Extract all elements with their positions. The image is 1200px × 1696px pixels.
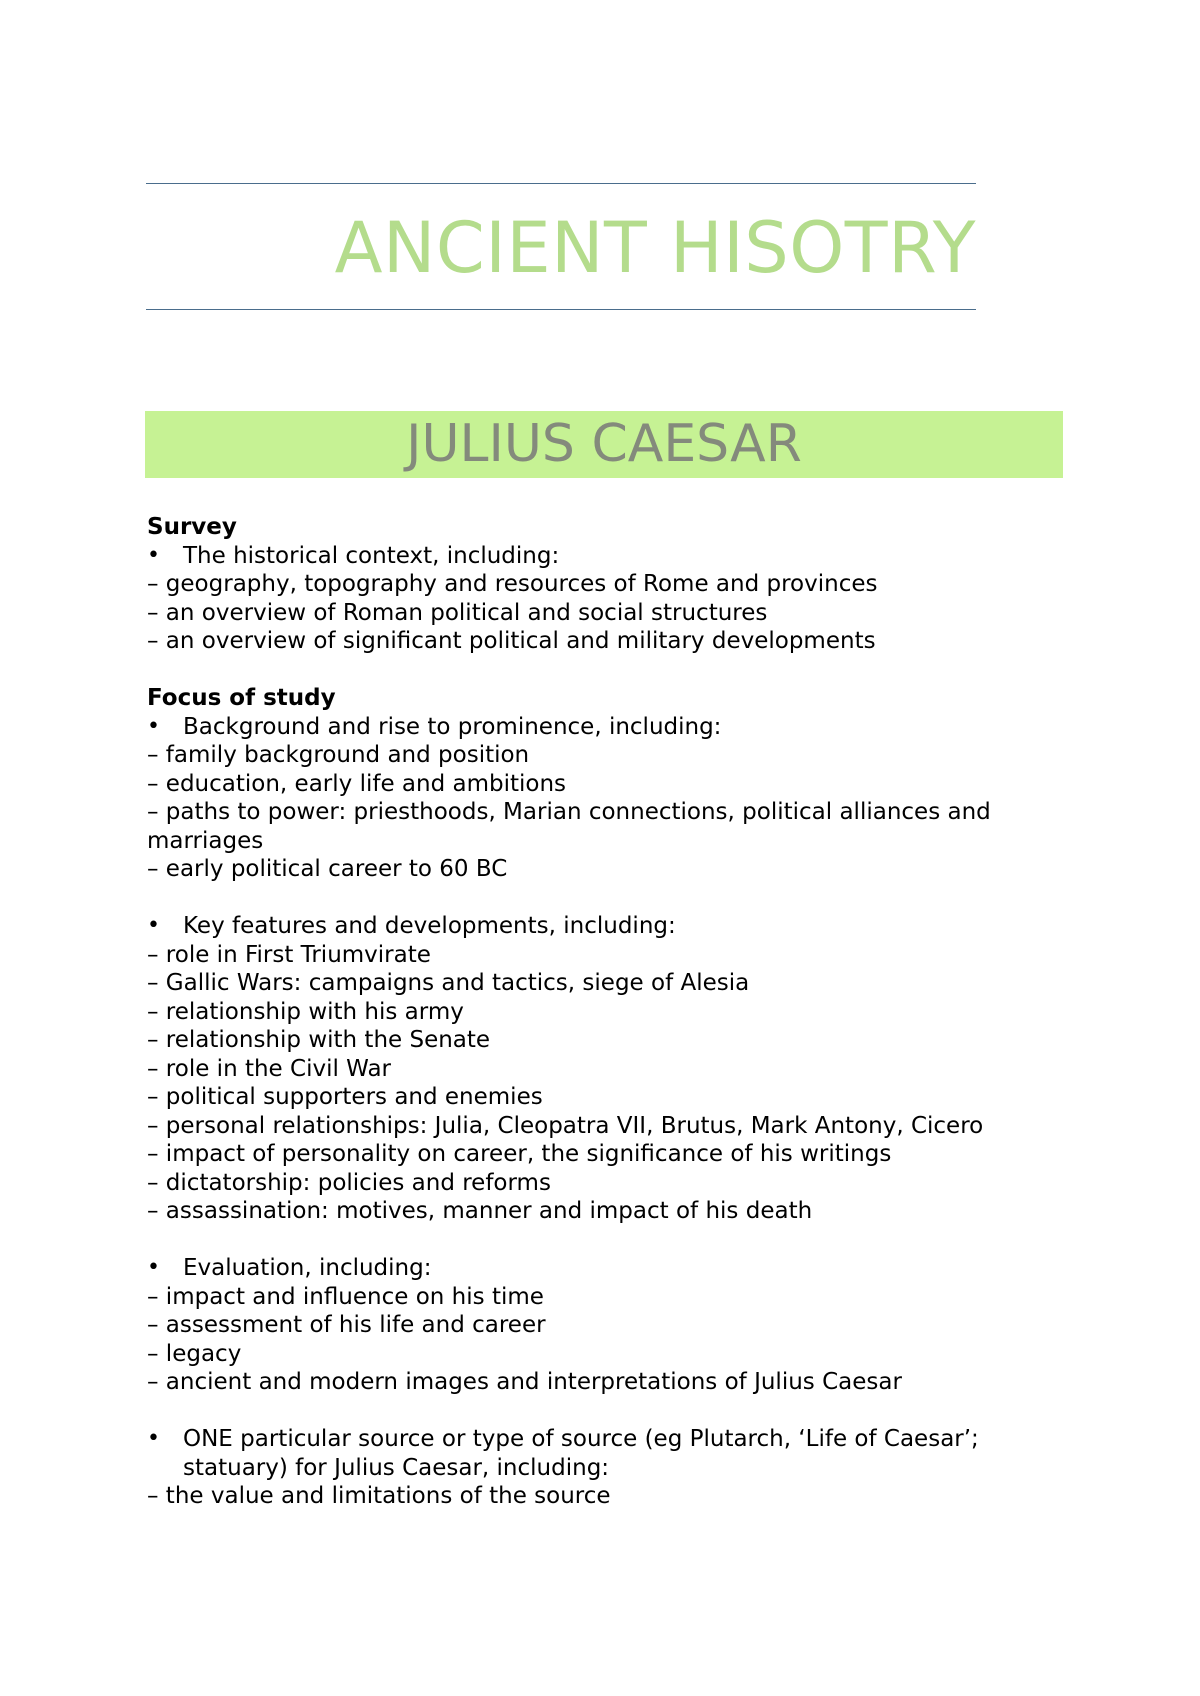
title-rule-bottom <box>146 309 976 310</box>
list-item: – an overview of Roman political and social structures <box>147 599 768 626</box>
bullet-text: Background and rise to prominence, including: <box>183 713 722 740</box>
list-item: – impact and influence on his time <box>147 1283 544 1310</box>
spacer <box>147 884 1067 913</box>
list-item: – dictatorship: policies and reforms <box>147 1169 551 1196</box>
bullet-icon: • <box>147 1426 160 1451</box>
list-item: – assassination: motives, manner and impact of his death <box>147 1198 813 1224</box>
bullet-icon: • <box>147 542 160 568</box>
list-item: – impact of personality on career, the significance of his writings <box>147 1141 892 1167</box>
document-body <box>147 513 1067 1511</box>
list-item: – an overview of significant political and military developments <box>147 628 876 654</box>
focus-heading: Focus of study <box>147 685 336 711</box>
evaluation-bullet <box>147 1254 1067 1283</box>
bullet-icon: • <box>147 713 160 739</box>
spacer <box>147 656 1067 685</box>
survey-bullet <box>147 542 1067 571</box>
key-features-bullet <box>147 912 1067 941</box>
document-title: ANCIENT HISOTRY <box>334 207 976 289</box>
list-item: – ancient and modern images and interpretations of Julius Caesar <box>147 1369 902 1395</box>
bullet-icon: • <box>147 1255 160 1280</box>
source-bullet <box>147 1425 1067 1482</box>
section-banner <box>145 411 1063 478</box>
list-item: – relationship with his army <box>147 998 464 1025</box>
title-rule-top <box>146 183 976 184</box>
list-item: – early political career to 60 BC <box>147 856 508 882</box>
list-item: – role in the Civil War <box>147 1055 391 1082</box>
bullet-icon: • <box>147 913 160 938</box>
list-item: – legacy <box>147 1340 242 1367</box>
bullet-text: ONE particular source or type of source (eg Plutarch, ‘Life of Caesar’; statuary) for Julius Caesar, including: <box>183 1426 979 1481</box>
background-bullet <box>147 713 1067 742</box>
list-item: – paths to power: priesthoods, Marian connections, political alliances and marriages <box>147 799 991 854</box>
list-item: – the value and limitations of the source <box>147 1483 611 1509</box>
list-item: – political supporters and enemies <box>147 1084 543 1110</box>
list-item: – education, early life and ambitions <box>147 770 567 797</box>
bullet-text: Evaluation, including: <box>183 1255 432 1281</box>
bullet-text: Key features and developments, including: <box>183 913 676 939</box>
bullet-text: The historical context, including: <box>183 542 560 569</box>
list-item: – Gallic Wars: campaigns and tactics, siege of Alesia <box>147 970 750 996</box>
spacer <box>147 1226 1067 1255</box>
list-item: – geography, topography and resources of Rome and provinces <box>147 571 878 597</box>
spacer <box>147 1397 1067 1426</box>
list-item: – family background and position <box>147 742 530 768</box>
list-item: – assessment of his life and career <box>147 1312 546 1338</box>
survey-heading: Survey <box>147 514 237 540</box>
banner-title: JULIUS CAESAR <box>406 414 802 474</box>
list-item: – role in First Triumvirate <box>147 941 431 968</box>
list-item: – personal relationships: Julia, Cleopatra VII, Brutus, Mark Antony, Cicero <box>147 1112 984 1139</box>
list-item: – relationship with the Senate <box>147 1027 491 1053</box>
